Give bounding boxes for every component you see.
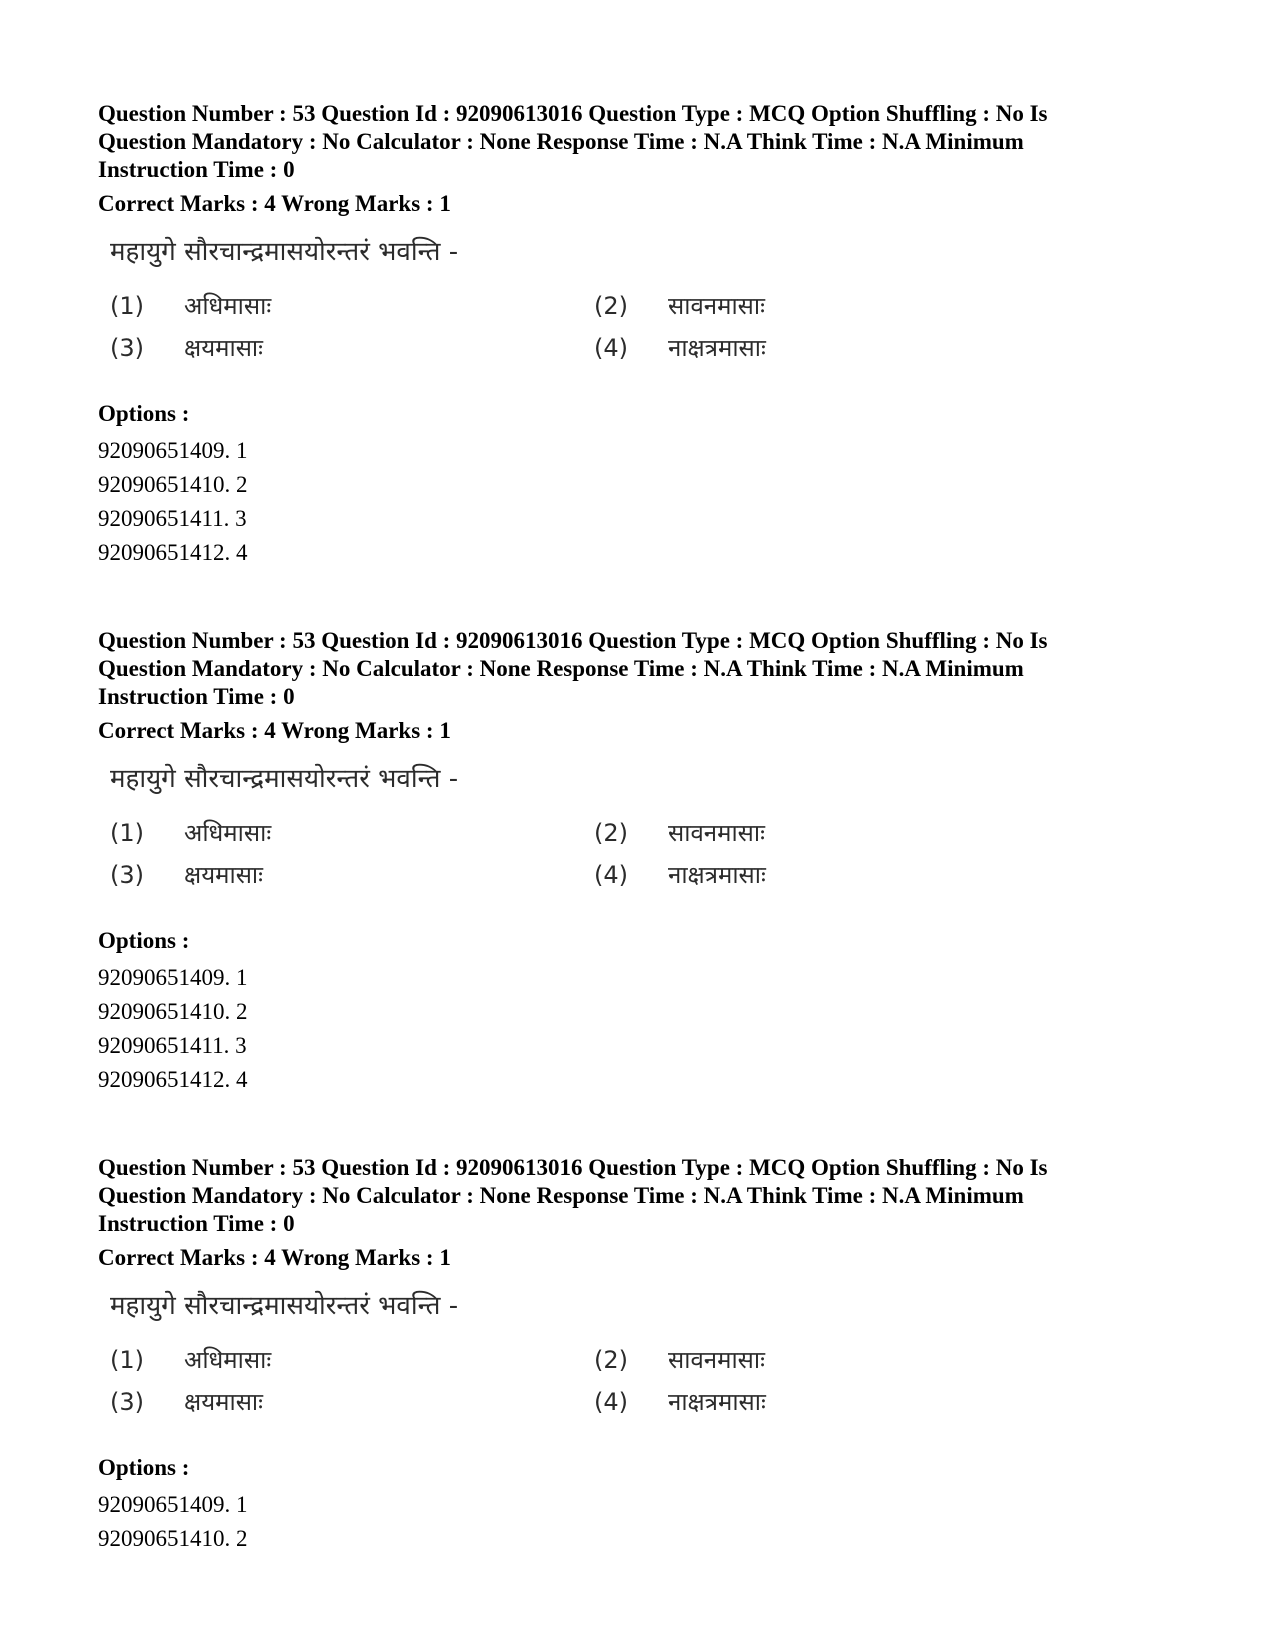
choice-number: (1) bbox=[110, 292, 144, 320]
option-line: 92090651409. 1 bbox=[98, 1492, 248, 1517]
question-stem: महायुगे सौरचान्द्रमासयोरन्तरं भवन्ति - bbox=[110, 237, 459, 267]
choice-1 bbox=[110, 1344, 271, 1376]
option-line: 92090651411. 3 bbox=[98, 1033, 247, 1058]
choice-number: (3) bbox=[110, 861, 144, 889]
options-heading: Options : bbox=[98, 928, 190, 953]
choice-number: (4) bbox=[594, 861, 628, 889]
choice-number: (3) bbox=[110, 334, 144, 362]
choice-text: अधिमासाः bbox=[184, 292, 272, 320]
question-stem: महायुगे सौरचान्द्रमासयोरन्तरं भवन्ति - bbox=[110, 1291, 459, 1321]
choice-text: क्षयमासाः bbox=[184, 861, 263, 889]
question-figure bbox=[110, 1288, 1178, 1428]
choice-text: अधिमासाः bbox=[184, 1346, 272, 1374]
choice-text: सावनमासाः bbox=[668, 1346, 765, 1374]
option-line: 92090651412. 4 bbox=[98, 540, 248, 565]
question-meta: Question Number : 53 Question Id : 92090613016 Question Type : MCQ Option Shuffling : No Is Question Mandatory : No Calculator : None Response Time : N.A Think Time : N.A Minimum Instruction Time : 0 bbox=[98, 1155, 1048, 1236]
choice-text: नाक्षत्रमासाः bbox=[668, 1388, 766, 1416]
choice-3 bbox=[110, 1386, 263, 1418]
question-stem: महायुगे सौरचान्द्रमासयोरन्तरं भवन्ति - bbox=[110, 764, 459, 794]
choice-1 bbox=[110, 817, 271, 849]
choice-1 bbox=[110, 290, 271, 322]
option-line: 92090651410. 2 bbox=[98, 1526, 248, 1551]
choice-number: (4) bbox=[594, 1388, 628, 1416]
choice-3 bbox=[110, 859, 263, 891]
choice-number: (2) bbox=[594, 292, 628, 320]
choice-text: सावनमासाः bbox=[668, 819, 765, 847]
choice-number: (1) bbox=[110, 819, 144, 847]
options-heading: Options : bbox=[98, 1455, 190, 1480]
choice-2 bbox=[594, 1344, 765, 1376]
question-block bbox=[98, 1154, 1178, 1556]
marks-line: Correct Marks : 4 Wrong Marks : 1 bbox=[98, 718, 451, 743]
question-block bbox=[98, 100, 1178, 570]
marks-line: Correct Marks : 4 Wrong Marks : 1 bbox=[98, 1245, 451, 1270]
marks-line: Correct Marks : 4 Wrong Marks : 1 bbox=[98, 191, 451, 216]
option-line: 92090651410. 2 bbox=[98, 472, 248, 497]
choice-text: क्षयमासाः bbox=[184, 1388, 263, 1416]
choice-4 bbox=[594, 859, 766, 891]
question-meta: Question Number : 53 Question Id : 92090613016 Question Type : MCQ Option Shuffling : No Is Question Mandatory : No Calculator : None Response Time : N.A Think Time : N.A Minimum Instruction Time : 0 bbox=[98, 628, 1048, 709]
option-line: 92090651409. 1 bbox=[98, 965, 248, 990]
question-figure bbox=[110, 761, 1178, 901]
option-line: 92090651409. 1 bbox=[98, 438, 248, 463]
choice-number: (2) bbox=[594, 1346, 628, 1374]
choice-number: (3) bbox=[110, 1388, 144, 1416]
question-figure bbox=[110, 234, 1178, 374]
choice-text: नाक्षत्रमासाः bbox=[668, 334, 766, 362]
choice-3 bbox=[110, 332, 263, 364]
options-heading: Options : bbox=[98, 401, 190, 426]
choice-number: (1) bbox=[110, 1346, 144, 1374]
option-line: 92090651412. 4 bbox=[98, 1067, 248, 1092]
option-line: 92090651411. 3 bbox=[98, 506, 247, 531]
option-line: 92090651410. 2 bbox=[98, 999, 248, 1024]
question-block bbox=[98, 627, 1178, 1097]
choice-number: (2) bbox=[594, 819, 628, 847]
choice-text: अधिमासाः bbox=[184, 819, 272, 847]
choice-text: क्षयमासाः bbox=[184, 334, 263, 362]
choice-4 bbox=[594, 1386, 766, 1418]
choice-text: नाक्षत्रमासाः bbox=[668, 861, 766, 889]
choice-number: (4) bbox=[594, 334, 628, 362]
choice-4 bbox=[594, 332, 766, 364]
choice-2 bbox=[594, 817, 765, 849]
choice-2 bbox=[594, 290, 765, 322]
question-meta: Question Number : 53 Question Id : 92090613016 Question Type : MCQ Option Shuffling : No Is Question Mandatory : No Calculator : None Response Time : N.A Think Time : N.A Minimum Instruction Time : 0 bbox=[98, 101, 1048, 182]
choice-text: सावनमासाः bbox=[668, 292, 765, 320]
